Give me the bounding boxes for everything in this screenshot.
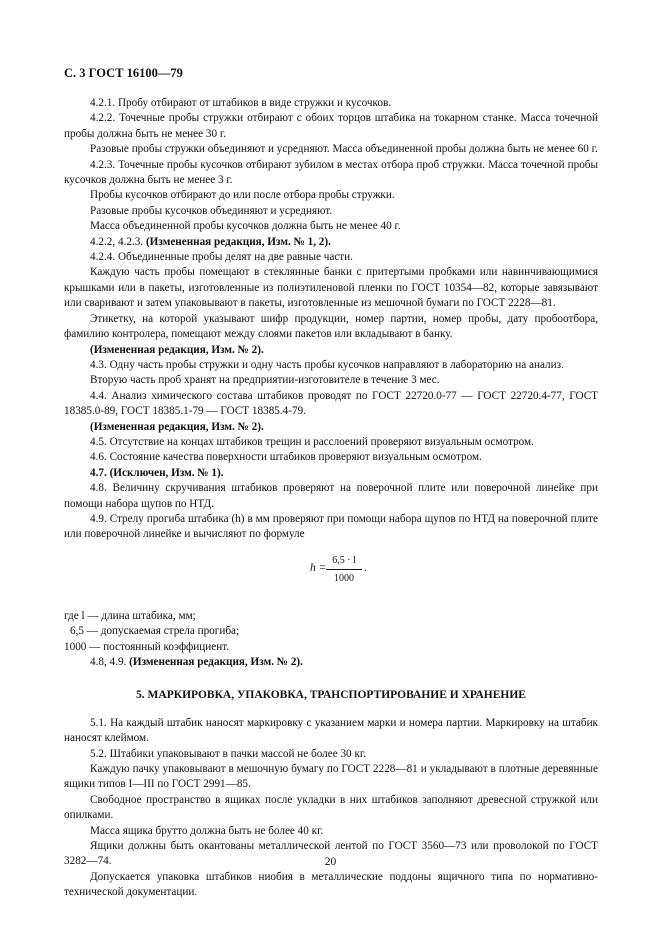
paragraph-text: 4.9. Стрелу прогиба штабика (h) в мм проверяют при помощи набора щупов по НТД на поверочной плите или поверочной линейке и вычисляют по формуле [64, 512, 598, 541]
paragraph [64, 188, 598, 203]
paragraphs-before-formula [64, 96, 598, 543]
paragraph-text: (Измененная редакция, Изм. № 2). [90, 343, 264, 356]
paragraph [64, 435, 598, 450]
paragraph-text: (Измененная редакция, Изм. № 2). [90, 420, 264, 433]
amendment-note [64, 655, 598, 670]
paragraph [64, 358, 598, 373]
amendment-prefix: 4.8, 4.9. [90, 656, 130, 668]
paragraph-text: 4.6. Состояние качества поверхности штабиков проверяют визуальным осмотром. [90, 451, 482, 464]
formula-numerator: 6,5 · l [326, 553, 362, 570]
paragraph: Свободное пространство в ящиках после укладки в них штабиков заполняют древесной стружкой или опилками. [64, 793, 598, 822]
paragraph [64, 265, 598, 311]
paragraph [64, 420, 598, 435]
paragraph-text: Масса объединенной пробы кусочков должна быть не менее 40 г. [90, 220, 401, 233]
paragraph-text: 4.2.4. Объединенные пробы делят на две равные части. [90, 251, 353, 264]
legend-line: 6,5 — допускаемая стрела прогиба; [70, 625, 240, 638]
paragraph-text: Каждую часть пробы помещают в стеклянные банки с притертыми пробками или навинчивающимися крышками или в пакеты, изготовленные из полиэтиленовой пленки по ГОСТ 10354—82, которые завязывают или сваривают и затем упаковывают в пакеты, изготовленные из мешочной бумаги по ГОСТ 2228—81. [64, 266, 598, 310]
paragraph [64, 96, 598, 111]
paragraph [64, 250, 598, 265]
paragraph-text: 4.7. (Исключен, Изм. № 1). [90, 466, 224, 479]
paragraph-text: 4.2.3. Точечные пробы кусочков отбирают зубилом в местах отбора проб стружки. Масса точечной пробы кусочков должна быть не менее 3 г. [64, 158, 598, 187]
page-number: 20 [324, 856, 337, 868]
paragraph [64, 219, 598, 234]
paragraphs-after-section [64, 716, 598, 901]
paragraph: Допускается упаковка штабиков ниобия в металлические поддоны ящичного типа по нормативно-технической документации. [64, 870, 598, 899]
paragraph-text: Вторую часть проб хранят на предприятии-изготовителе в течение 3 мес. [90, 374, 440, 387]
paragraph: 5.1. На каждый штабик наносят маркировку с указанием марки и номера партии. Маркировку на штабик наносят клеймом. [64, 716, 598, 745]
paragraph: Масса ящика брутто должна быть не более 40 кг. [90, 824, 324, 837]
paragraph [64, 450, 598, 465]
formula-denominator: 1000 [334, 573, 354, 585]
formula-legend [64, 609, 598, 655]
paragraph-text: 4.5. Отсутствие на концах штабиков трещин и расслоений проверяют визуальным осмотром. [90, 435, 534, 448]
legend-line: где l — длина штабика, мм; [64, 609, 196, 622]
amendment-text: (Измененная редакция, Изм. № 2). [129, 656, 303, 668]
formula [64, 551, 598, 601]
paragraph [64, 312, 598, 343]
paragraph-text: Разовые пробы кусочков объединяют и усредняют. [90, 204, 333, 217]
paragraph-text: Пробы кусочков отбирают до или после отбора пробы стружки. [90, 189, 395, 202]
page-header: С. 3 ГОСТ 16100—79 [64, 66, 183, 80]
legend-line: 1000 — постоянный коэффициент. [64, 640, 230, 653]
paragraph-text: 4.2.2. Точечные пробы стружки отбирают с обоих торцов штабика на токарном станке. Масса точечной пробы должна быть не менее 30 г. [64, 112, 598, 140]
paragraph [64, 204, 598, 219]
formula-fraction [326, 553, 362, 587]
paragraph [64, 111, 598, 142]
paragraph [64, 158, 598, 189]
formula-lhs: h = [310, 561, 327, 574]
paragraph-text: 4.3. Одну часть пробы стружки и одну часть пробы кусочков направляют в лабораторию на анализ. [90, 358, 564, 371]
paragraph [64, 142, 598, 157]
formula-end: . [364, 561, 367, 574]
paragraph [64, 512, 598, 543]
paragraph [64, 466, 598, 481]
paragraph-text: 4.8. Величину скручивания штабиков проверяют на поверочной плите или поверочной линейке при помощи набора щупов по НТД. [64, 482, 598, 510]
paragraph: Каждую пачку упаковывают в мешочную бумагу по ГОСТ 2228—81 и укладывают в плотные деревянные ящики типов I—III по ГОСТ 2991—85. [64, 763, 598, 791]
paragraph [64, 481, 598, 512]
paragraph-text: Разовые пробы стружки объединяют и усредняют. Масса объединенной пробы должна быть не менее 60 г. [90, 143, 598, 156]
paragraph [64, 389, 598, 420]
paragraph-prefix: 4.2.2, 4.2.3. [90, 235, 146, 248]
section-title: 5. МАРКИРОВКА, УПАКОВКА, ТРАНСПОРТИРОВАНИЕ И ХРАНЕНИЕ [136, 689, 526, 702]
paragraph-text: 4.4. Анализ химического состава штабиков проводят по ГОСТ 22720.0-77 — ГОСТ 22720.4-77, ГОСТ 18385.0-89, ГОСТ 18385.1-79 — ГОСТ 18385.4-79. [64, 389, 598, 418]
document-body [64, 96, 598, 901]
paragraph: Ящики должны быть окантованы металлической лентой по ГОСТ 3560—73 или проволокой по ГОСТ 3282—74. [64, 840, 598, 868]
paragraph-text: 4.2.1. Пробу отбирают от штабиков в виде стружки и кусочков. [90, 97, 392, 109]
paragraph [64, 235, 598, 250]
paragraph: 5.2. Штабики упаковывают в пачки массой не более 30 кг. [90, 747, 367, 760]
paragraph-text: Этикетку, на которой указывают шифр продукции, номер партии, номер пробы, дату пробоотбора, фамилию контролера, помещают между слоями пакетов или вкладывают в банку. [64, 312, 598, 341]
paragraph-text: (Измененная редакция, Изм. № 1, 2). [145, 235, 331, 248]
paragraph [64, 373, 598, 388]
paragraph [64, 343, 598, 358]
